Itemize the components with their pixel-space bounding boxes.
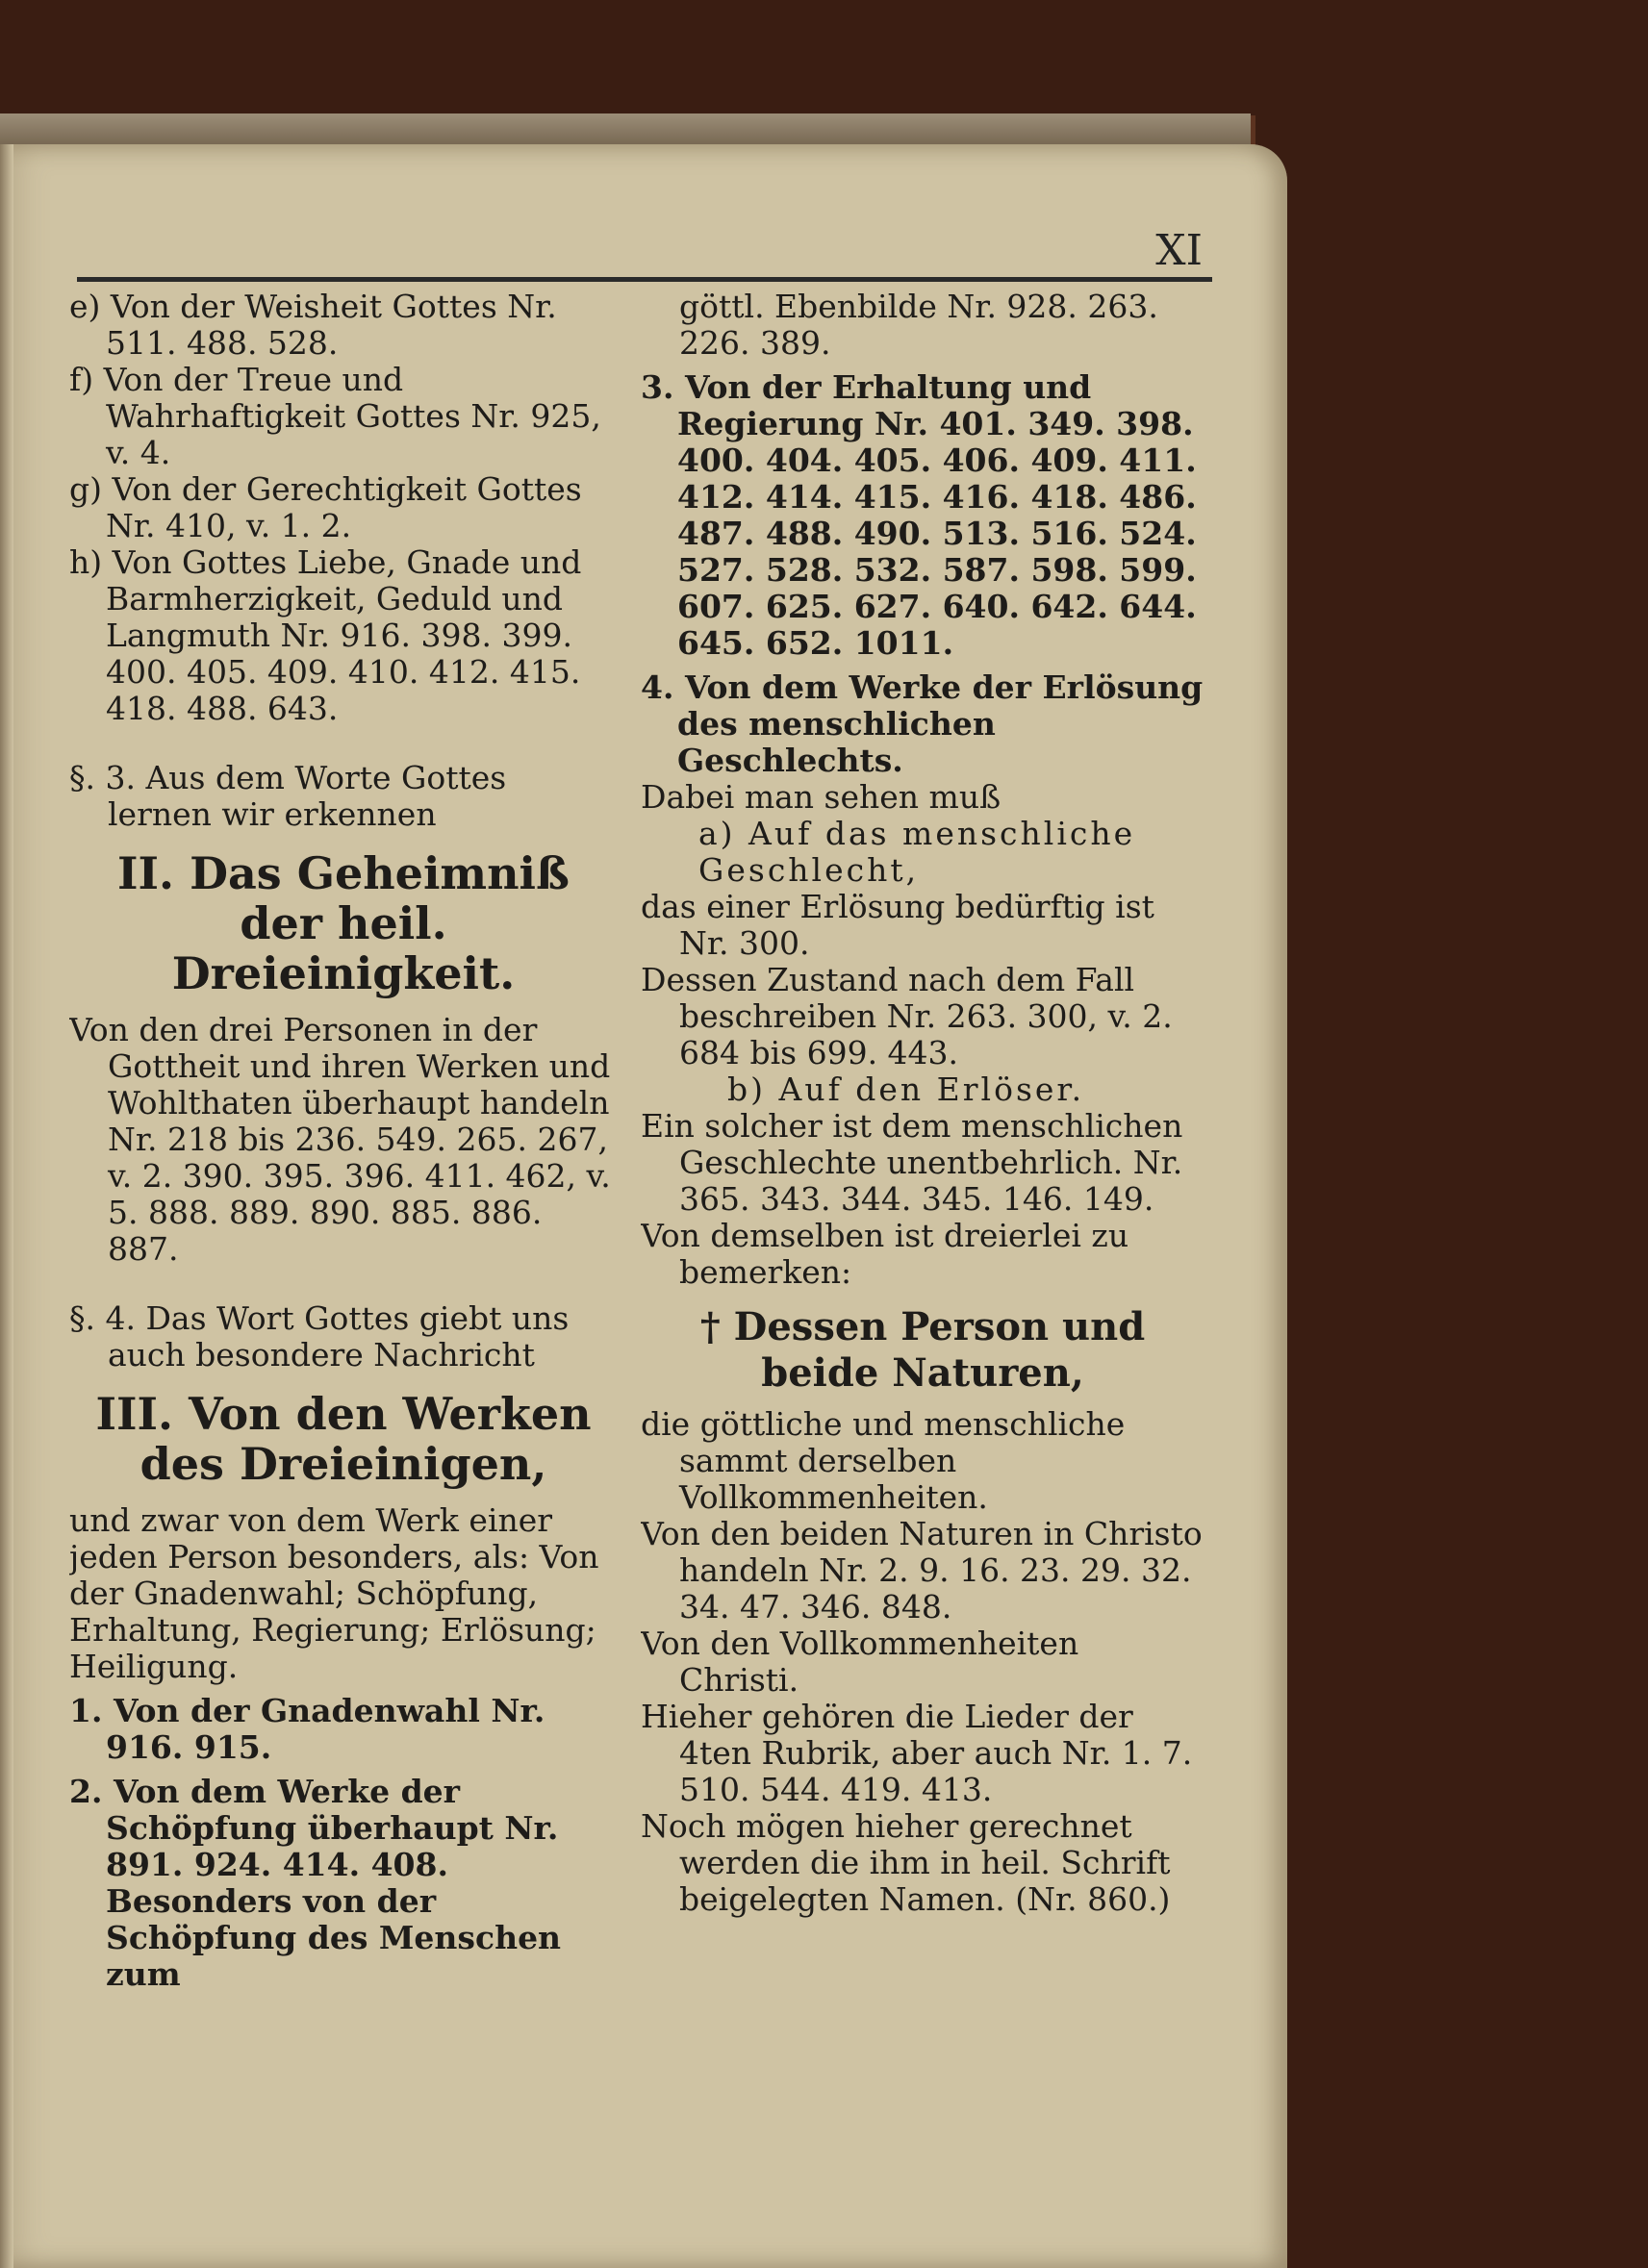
entry-h: h) Von Gottes Liebe, Gnade und Barmherzigkeit, Geduld und Langmuth Nr. 916. 398. 399. 400. 405. 409. 410. 412. 415. 418. 488. 643. bbox=[69, 543, 582, 727]
line-solcher: Ein solcher ist dem menschlichen Geschlechte unentbehrlich. Nr. 365. 343. 344. 345. 146. 149. bbox=[641, 1107, 1183, 1218]
entry-f: f) Von der Treue und Wahrhaftigkeit Gottes Nr. 925, v. 4. bbox=[69, 361, 601, 471]
entry-g: g) Von der Gerechtigkeit Gottes Nr. 410, v. 1. 2. bbox=[69, 470, 582, 544]
item-1: 1. Von der Gnadenwahl Nr. 916. 915. bbox=[69, 1692, 545, 1766]
paragraph-persons: Von den drei Personen in der Gottheit und ihren Werken und Wohlthaten überhaupt handeln Nr. 218 bis 236. 549. 265. 267, v. 2. 390. 395. 396. 411. 462, v. 5. 888. 889. 890. 885. 886. 887. bbox=[69, 1011, 611, 1268]
sub-b: b) Auf den Erlöser. bbox=[727, 1071, 1085, 1108]
continuation: göttl. Ebenbilde Nr. 928. 263. 226. 389. bbox=[679, 289, 1158, 362]
line-dabei: Dabei man sehen muß bbox=[641, 778, 1001, 816]
page-gutter bbox=[0, 144, 13, 2268]
line-zustand: Dessen Zustand nach dem Fall beschreiben Nr. 263. 300, v. 2. 684 bis 699. 443. bbox=[641, 961, 1173, 1071]
line-demselben: Von demselben ist dreierlei zu bemerken: bbox=[641, 1217, 1129, 1291]
line-hieher: Hieher gehören die Lieder der 4ten Rubrik, aber auch Nr. 1. 7. 510. 544. 419. 413. bbox=[641, 1698, 1193, 1808]
line-namen: Noch mögen hieher gerechnet werden die ihm in heil. Schrift beigelegten Namen. (Nr. 860.) bbox=[641, 1807, 1171, 1918]
section-4: §. 4. Das Wort Gottes giebt uns auch besondere Nachricht bbox=[69, 1299, 570, 1373]
heading-works: III. Von den Werken des Dreieinigen, bbox=[95, 1388, 592, 1490]
item-3: 3. Von der Erhaltung und Regierung Nr. 401. 349. 398. 400. 404. 405. 406. 409. 411. 412. 414. 415. 416. 418. 486. 487. 488. 490. 513. 516. 524. 527. 528. 532. 587. 598. 599. 607. 625. 627. 640. 642. 644. 645. 652. 1011. bbox=[641, 368, 1197, 662]
line-naturen: Von den beiden Naturen in Christo handeln Nr. 2. 9. 16. 23. 29. 32. 34. 47. 346. 848. bbox=[641, 1515, 1203, 1625]
heading-person-naturen: † Dessen Person und beide Naturen, bbox=[699, 1304, 1146, 1396]
line-erloesung: das einer Erlösung bedürftig ist Nr. 300. bbox=[641, 888, 1154, 962]
item-4: 4. Von dem Werke der Erlösung des menschlichen Geschlechts. bbox=[641, 668, 1204, 779]
spacer bbox=[69, 1268, 618, 1300]
sub-a: a) Auf das menschliche Geschlecht, bbox=[698, 815, 1136, 889]
section-3: §. 3. Aus dem Worte Gottes lernen wir erkennen bbox=[69, 759, 507, 833]
entry-e: e) Von der Weisheit Gottes Nr. 511. 488. 528. bbox=[69, 289, 557, 362]
spacer bbox=[69, 727, 618, 760]
page-number: XI bbox=[1155, 226, 1203, 275]
heading-trinity: II. Das Geheimniß der heil. Dreieinigkeit. bbox=[117, 847, 570, 999]
line-goettliche: die göttliche und menschliche sammt derselben Vollkommenheiten. bbox=[641, 1405, 1126, 1516]
line-vollkommenheiten: Von den Vollkommenheiten Christi. bbox=[641, 1625, 1079, 1699]
right-column bbox=[641, 289, 1204, 2010]
left-column bbox=[69, 289, 618, 2010]
paragraph-works: und zwar von dem Werk einer jeden Person besonders, als: Von der Gnadenwahl; Schöpfung, Erhaltung, Regierung; Erlösung; Heiligung. bbox=[69, 1501, 599, 1685]
item-2: 2. Von dem Werke der Schöpfung überhaupt Nr. 891. 924. 414. 408. Besonders von der Schöpfung des Menschen zum bbox=[69, 1773, 562, 1993]
header-rule bbox=[77, 277, 1212, 282]
